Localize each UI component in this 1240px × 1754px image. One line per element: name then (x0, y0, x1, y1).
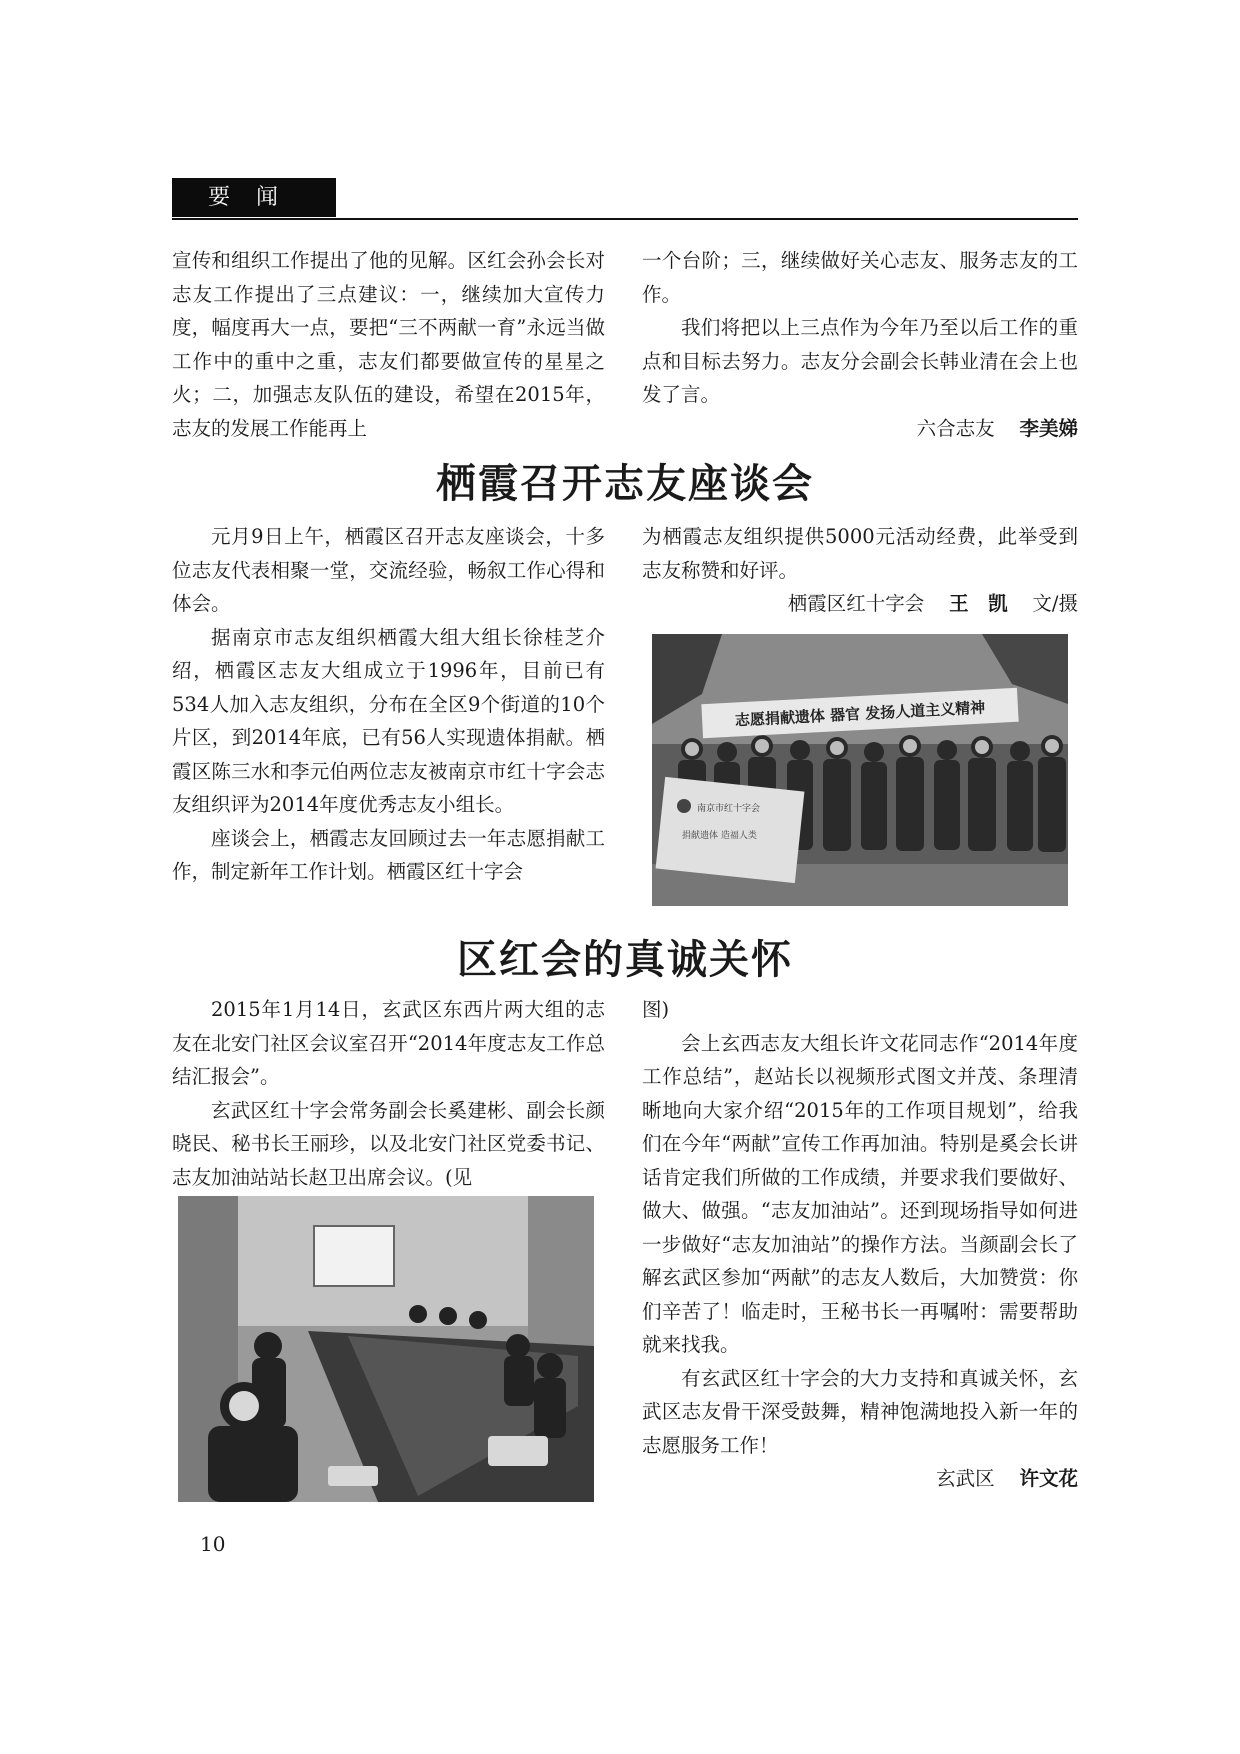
photo-flag-line2: 捐献遗体 造福人类 (682, 831, 757, 841)
article1-right-p2: 我们将把以上三点作为今年乃至以后工作的重点和目标去努力。志友分会副会长韩业清在会上也发了言。 (642, 316, 1078, 406)
section-header: 要闻 (172, 178, 336, 217)
article1-left-column (172, 244, 605, 445)
article2-p1: 元月9日上午，栖霞区召开志友座谈会，十多位志友代表相聚一堂，交流经验，畅叙工作心得和体会。 (172, 525, 605, 615)
byline-org: 栖霞区红十字会 (787, 592, 925, 615)
byline-name: 王 凯 (949, 592, 1008, 615)
article3-p1: 2015年1月14日，玄武区东西片两大组的志友在北安门社区会议室召开“2014年度志友工作总结汇报会”。 (172, 998, 605, 1088)
byline-org: 六合志友 (916, 416, 995, 440)
header-rule (172, 218, 1078, 220)
article3-right-p1: 会上玄西志友大组长许文花同志作“2014年度工作总结”，赵站长以视频形式图文并茂、条理清晰地向大家介绍“2015年的工作项目规划”，给我们在今年“两献”宣传工作再加油。特别是奚会长讲话肯定我们所做的工作成绩，并要求我们要做好、做大、做强。“志友加油站”。还到现场指导如何进一步做好“志友加油站”的操作方法。当颜副会长了解玄武区参加“两献”的志友人数后，大加赞赏：你们辛苦了！临走时，王秘书长一再嘱咐：需要帮助就来找我。 (642, 1031, 1078, 1356)
group-photo (652, 634, 1068, 906)
article2-title: 栖霞召开志友座谈会 (436, 461, 814, 507)
article2-p3: 座谈会上，栖霞志友回顾过去一年志愿捐献工作，制定新年工作计划。栖霞区红十字会 (172, 826, 605, 883)
article3-p2: 玄武区红十字会常务副会长奚建彬、副会长颜晓民、秘书长王丽珍，以及北安门社区党委书记、志友加油站站长赵卫出席会议。(见 (172, 1098, 605, 1189)
byline-org: 玄武区 (936, 1467, 995, 1490)
byline-name: 许文花 (1019, 1467, 1078, 1490)
article2-p2: 据南京市志友组织栖霞大组大组长徐桂芝介绍，栖霞区志友大组成立于1996年，目前已有534人加入志友组织，分布在全区9个街道的10个片区，到2014年底，已有56人实现遗体捐献。栖霞区陈三水和李元伯两位志友被南京市红十字会志友组织评为2014年度优秀志友小组长。 (172, 625, 605, 816)
article1-byline (642, 412, 1078, 446)
article3-left-column (172, 993, 605, 1194)
byline-role: 文/摄 (1032, 592, 1078, 615)
article3-title: 区红会的真诚关怀 (457, 937, 793, 983)
byline-name: 李美娣 (1019, 416, 1078, 440)
photo-banner-text: 志愿捐献遗体 器官 发扬人道主义精神 (734, 698, 986, 730)
article2-byline (642, 587, 1078, 621)
article1-right-p1: 一个台阶；三，继续做好关心志友、服务志友的工作。 (642, 249, 1078, 306)
article2-left-column (172, 520, 605, 889)
article3-right-column (642, 993, 1078, 1496)
article2-right-column (642, 520, 1078, 621)
page-number: 10 (200, 1532, 226, 1556)
article1-right-column (642, 244, 1078, 445)
photo-flag-line1: 南京市红十字会 (697, 804, 761, 814)
article3-byline (642, 1462, 1078, 1496)
article1-left-text: 宣传和组织工作提出了他的见解。区红会孙会长对志友工作提出了三点建议：一，继续加大宣传力度，幅度再大一点，要把“三不两献一育”永远当做工作中的重中之重，志友们都要做宣传的星星之火；二，加强志友队伍的建设，希望在2015年，志友的发展工作能再上 (172, 249, 605, 440)
meeting-photo (178, 1196, 594, 1502)
article3-right-p0: 图) (642, 998, 670, 1021)
article3-right-p2: 有玄武区红十字会的大力支持和真诚关怀，玄武区志友骨干深受鼓舞，精神饱满地投入新一年的志愿服务工作！ (642, 1366, 1078, 1457)
article2-right-p1: 为栖霞志友组织提供5000元活动经费，此举受到志友称赞和好评。 (642, 525, 1078, 582)
